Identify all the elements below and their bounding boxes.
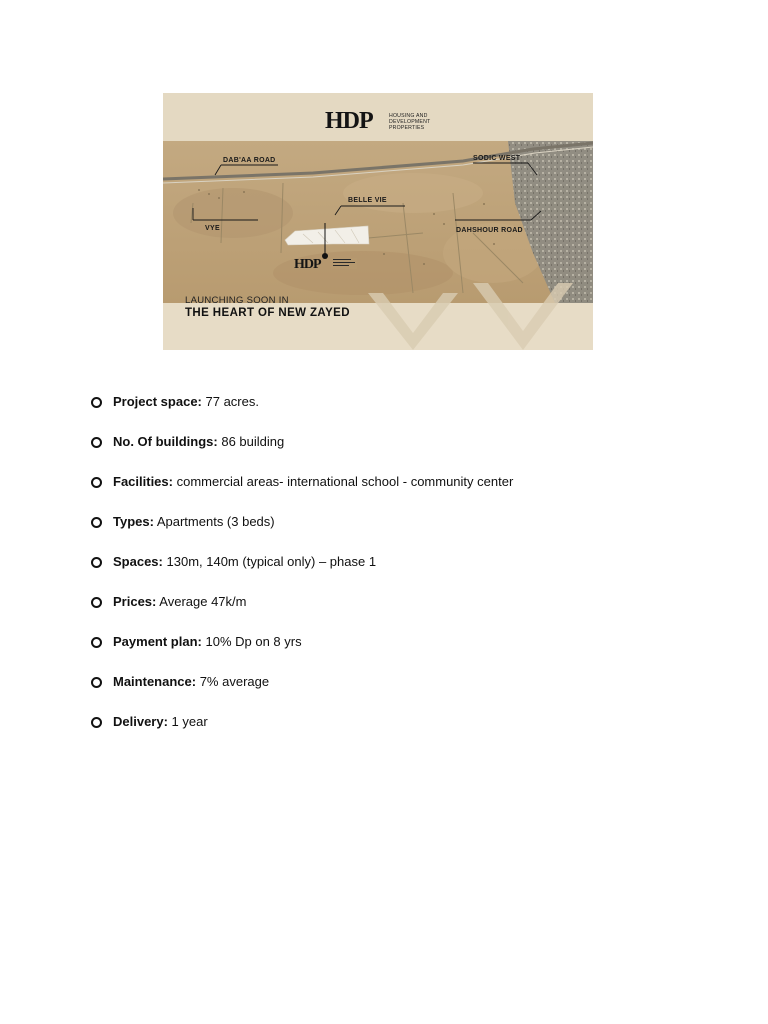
fact-label: Types: xyxy=(113,514,154,529)
fact-label: Payment plan: xyxy=(113,634,202,649)
fact-facilities xyxy=(90,472,513,512)
fact-label: Delivery: xyxy=(113,714,168,729)
hdp-logo-tagline-2: DEVELOPMENT xyxy=(389,119,431,125)
map-label-dahshour-road: DAHSHOUR ROAD xyxy=(456,227,523,234)
fact-value: 7% average xyxy=(199,674,270,689)
fact-label: Prices: xyxy=(113,594,157,609)
circle-bullet-icon xyxy=(91,637,102,648)
fact-label: Maintenance: xyxy=(113,674,197,689)
banner-header-band xyxy=(163,93,593,141)
hdp-logo-mark: HDP xyxy=(325,108,373,134)
fact-spaces xyxy=(90,552,513,592)
hdp-logo-tagline-3: PROPERTIES xyxy=(389,125,425,131)
launch-headline: THE HEART OF NEW ZAYED xyxy=(185,307,350,319)
fact-types xyxy=(90,512,513,552)
circle-bullet-icon xyxy=(91,397,102,408)
circle-bullet-icon xyxy=(91,557,102,568)
fact-payment-plan xyxy=(90,632,513,672)
fact-label: Spaces: xyxy=(113,554,163,569)
fact-value: Apartments (3 beds) xyxy=(156,514,275,529)
circle-bullet-icon xyxy=(91,717,102,728)
map-label-sodic-west: SODIC WEST xyxy=(473,155,521,162)
map-label-dabaa-road: DAB'AA ROAD xyxy=(223,157,276,164)
fact-label: Project space: xyxy=(113,394,202,409)
fact-prices xyxy=(90,592,513,632)
project-banner-image xyxy=(163,93,593,350)
circle-bullet-icon xyxy=(91,677,102,688)
fact-value: 86 building xyxy=(221,434,285,449)
circle-bullet-icon xyxy=(91,597,102,608)
fact-delivery xyxy=(90,712,513,752)
svg-text:HDP: HDP xyxy=(294,257,321,272)
fact-label: No. Of buildings: xyxy=(113,434,218,449)
hdp-logo-tagline-1: HOUSING AND xyxy=(389,113,428,119)
circle-bullet-icon xyxy=(91,477,102,488)
fact-value: 130m, 140m (typical only) – phase 1 xyxy=(166,554,377,569)
fact-value: 10% Dp on 8 yrs xyxy=(205,634,302,649)
fact-maintenance xyxy=(90,672,513,712)
fact-value: commercial areas- international school - community center xyxy=(176,474,514,489)
circle-bullet-icon xyxy=(91,517,102,528)
fact-label: Facilities: xyxy=(113,474,173,489)
fact-buildings xyxy=(90,432,513,472)
fact-value: 1 year xyxy=(171,714,208,729)
fact-value: Average 47k/m xyxy=(159,594,247,609)
map-label-vye: VYE xyxy=(205,225,220,232)
fact-project-space xyxy=(90,392,513,432)
launch-subheadline: LAUNCHING SOON IN xyxy=(185,295,289,306)
fact-value: 77 acres. xyxy=(205,394,259,409)
project-facts-list xyxy=(90,392,513,752)
map-label-belle-vie: BELLE VIE xyxy=(348,197,387,204)
circle-bullet-icon xyxy=(91,437,102,448)
